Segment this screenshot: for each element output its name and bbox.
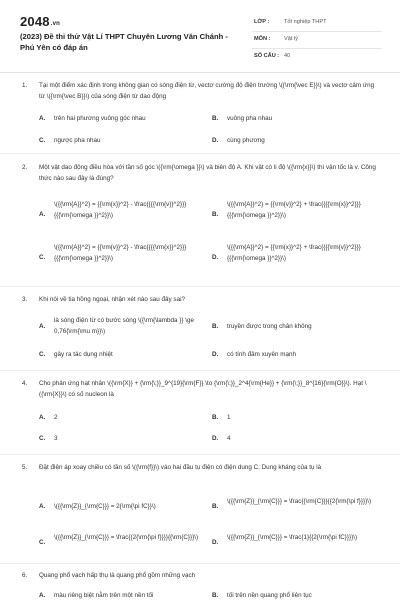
question-number: 5. bbox=[22, 464, 28, 471]
question-separator bbox=[0, 370, 400, 371]
question-text: Một vật dao động điều hòa với tần số góc \({\rm{\omega }}\) và biên độ A. Khi vật có li độ \({\rm{x}}\) thì vận tốc là v. Công thức nào sau đây là đúng? bbox=[39, 164, 376, 182]
option-letter: C. bbox=[39, 254, 46, 261]
option-text: trên hai phương vuông góc nhau bbox=[54, 115, 146, 122]
option-letter: A. bbox=[39, 115, 46, 122]
option-letter: C. bbox=[39, 539, 46, 546]
logo-tld: .vn bbox=[50, 21, 61, 27]
option-letter: A. bbox=[39, 592, 46, 599]
site-logo[interactable] bbox=[20, 14, 60, 29]
meta-value: Tốt nghiệp THPT bbox=[284, 19, 327, 25]
option-letter: A. bbox=[39, 414, 46, 421]
page-header bbox=[0, 0, 400, 68]
question-text: Khi nói về tia hồng ngoại, nhận xét nào sau đây sai? bbox=[39, 296, 185, 303]
option-letter: D. bbox=[212, 539, 219, 546]
option-text: 1 bbox=[227, 414, 231, 421]
meta-value: 40 bbox=[284, 53, 291, 59]
option-text: \({{\rm{A}}^2} = {{\rm{v}}^2} - \frac{{{{\rm{x}}^2}}}{{{\rm{\omega }}^2}}\) bbox=[54, 244, 187, 262]
header-divider bbox=[0, 72, 400, 73]
question-number: 3. bbox=[22, 296, 28, 303]
question-number: 2. bbox=[22, 164, 28, 171]
option-letter: D. bbox=[212, 254, 219, 261]
exam-title: (2023) Đề thi thử Vật Lí THPT Chuyên Lương Văn Chánh - Phú Yên có đáp án bbox=[20, 32, 228, 52]
option-letter: C. bbox=[39, 137, 46, 144]
option-letter: B. bbox=[212, 503, 219, 510]
option-text: màu riêng biệt nằm trên một nền tối bbox=[54, 592, 154, 599]
option-letter: A. bbox=[39, 503, 46, 510]
option-text: \({{\rm{A}}^2} = {{\rm{x}}^2} - \frac{{{{\rm{v}}^2}}}{{{\rm{\omega }}^2}}\) bbox=[54, 201, 187, 219]
question-separator bbox=[0, 563, 400, 564]
option-letter: B. bbox=[212, 592, 219, 599]
option-text: \({{\rm{A}}^2} = {{\rm{x}}^2} + \frac{{{{\rm{v}}^2}}}{{{\rm{\omega }}^2}}\) bbox=[227, 244, 361, 262]
question-separator bbox=[0, 286, 400, 287]
option-letter: C. bbox=[39, 351, 46, 358]
question-text: Cho phản ứng hạt nhân \({\rm{X}} + {\rm{\;}}_9^{19}{\rm{F}} \to {\rm{\;}}_2^4{\rm{He}} + {\rm{\;}}_8^{16}{\rm{O}}\). Hạt \({\rm{X}}\) có số nucleon là bbox=[39, 380, 367, 398]
option-letter: B. bbox=[212, 211, 219, 218]
option-text: gây ra tác dụng nhiệt bbox=[54, 351, 113, 358]
option-letter: A. bbox=[39, 323, 46, 330]
meta-row-subject bbox=[252, 32, 382, 49]
option-letter: A. bbox=[39, 211, 46, 218]
question-text: Tại một điểm xác định trong không gian có sóng điện từ, vectơ cường độ điện trường \({\rm{\vec E}}\) và vectơ cảm ứng từ \({\rm{\vec B}}\) của sóng điện từ dao động bbox=[39, 82, 375, 100]
meta-value: Vật lý bbox=[284, 36, 298, 42]
question-separator bbox=[0, 153, 400, 154]
meta-row-question-count bbox=[252, 49, 382, 65]
option-text: 4 bbox=[227, 435, 231, 442]
question-text: Đặt điện áp xoay chiều có tần số \({\rm{f}}\) vào hai đầu tụ điện có điện dung C. Dung kháng của tụ là bbox=[39, 464, 322, 471]
option-letter: B. bbox=[212, 323, 219, 330]
option-text: \({{\rm{Z}}_{\rm{C}}} = 2{\rm{\pi fC}}\) bbox=[54, 503, 156, 510]
meta-key: SỐ CÂU : bbox=[254, 53, 280, 59]
logo-text: 2048 bbox=[20, 14, 50, 29]
option-text: có tính đâm xuyên mạnh bbox=[227, 351, 296, 358]
option-text: là sóng điện từ có bước sóng \({\rm{\lambda }} \ge 0,76{\rm{\mu m}}\) bbox=[54, 317, 194, 335]
meta-row-class bbox=[252, 15, 382, 32]
meta-key: LỚP : bbox=[254, 19, 270, 25]
option-text: ngược pha nhau bbox=[54, 137, 101, 144]
question-text: Quang phổ vạch hấp thụ là quang phổ gồm những vạch bbox=[39, 572, 196, 579]
option-text: 2 bbox=[54, 414, 58, 421]
option-text: 3 bbox=[54, 435, 58, 442]
option-letter: B. bbox=[212, 414, 219, 421]
option-text: \({{\rm{A}}^2} = {{\rm{v}}^2} + \frac{{{{\rm{x}}^2}}}{{{\rm{\omega }}^2}}\) bbox=[227, 201, 361, 219]
option-text: \({{\rm{Z}}_{\rm{C}}} = \frac{1}{{2{\rm{\pi fC}}}}\) bbox=[227, 534, 358, 541]
exam-meta-table bbox=[252, 15, 382, 65]
option-text: truyền được trong chân không bbox=[227, 323, 312, 330]
option-text: \({{\rm{Z}}_{\rm{C}}} = \frac{{2{\rm{\pi f}}}}{{\rm{C}}}\) bbox=[54, 534, 199, 541]
question-number: 6. bbox=[22, 572, 28, 579]
meta-key: MÔN : bbox=[254, 36, 271, 42]
question-number: 1. bbox=[22, 82, 28, 89]
option-text: cùng phương bbox=[227, 137, 265, 144]
option-text: vuông pha nhau bbox=[227, 115, 273, 122]
question-number: 4. bbox=[22, 380, 28, 387]
question-separator bbox=[0, 454, 400, 455]
option-text: tối trên nền quang phổ liên tục bbox=[227, 592, 312, 599]
option-letter: D. bbox=[212, 351, 219, 358]
option-letter: C. bbox=[39, 435, 46, 442]
option-letter: D. bbox=[212, 137, 219, 144]
option-letter: D. bbox=[212, 435, 219, 442]
option-letter: B. bbox=[212, 115, 219, 122]
option-text: \({{\rm{Z}}_{\rm{C}}} = \frac{{\rm{C}}}{{2{\rm{\pi f}}}}\) bbox=[227, 498, 372, 505]
